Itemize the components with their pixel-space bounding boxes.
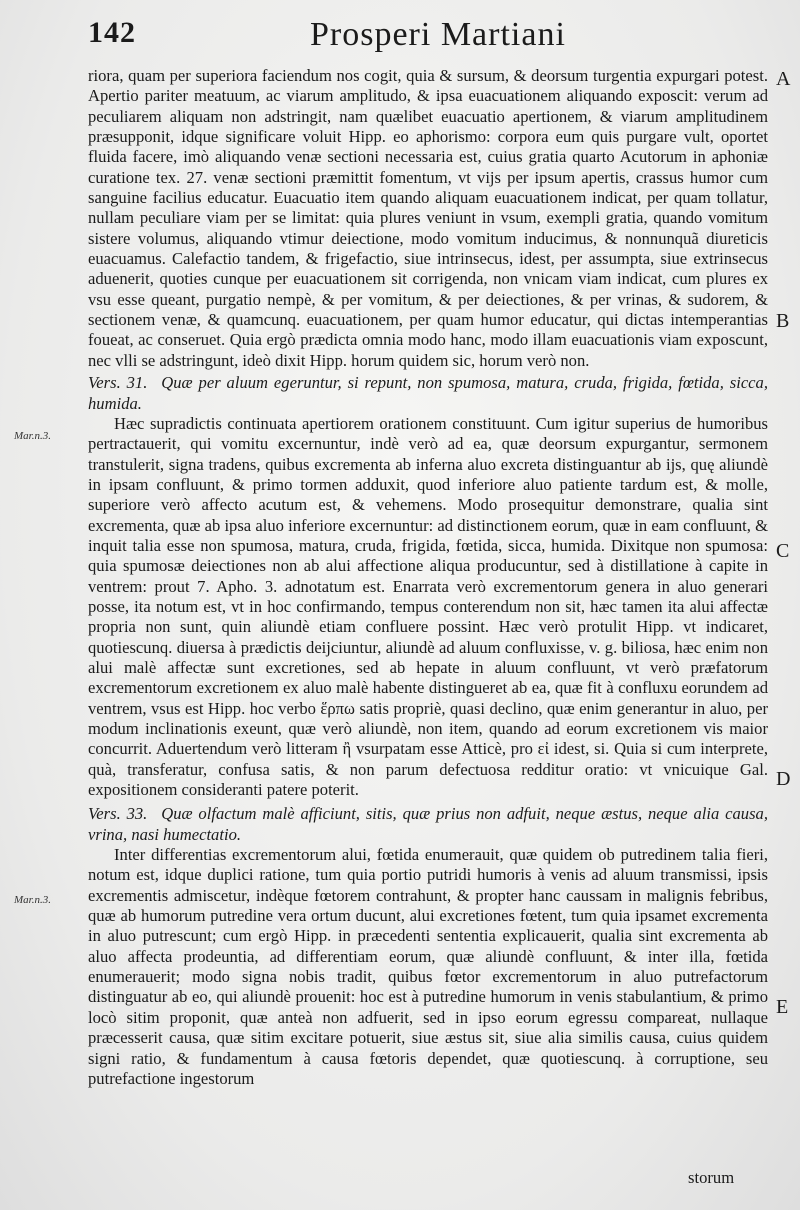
margin-letter-b: B — [776, 310, 790, 332]
margin-letter-c: C — [776, 540, 790, 562]
page-number: 142 — [88, 16, 136, 49]
verse-33 — [88, 804, 768, 845]
verse-31 — [88, 373, 768, 414]
verse-33-text: Quæ olfactum malè afficiunt, sitis, quæ prius non adfuit, neque æstus, neque alia causa, vrina, nasi humectatio. — [88, 804, 769, 844]
margin-note-left-2: Mar.n.3. — [14, 894, 51, 906]
margin-note-left-1: Mar.n.3. — [14, 430, 51, 442]
commentary-31: Hæc supradictis continuata apertiorem orationem constituunt. Cum igitur superius de humoribus pertractauerit, qui vomitu excernuntur, indè verò ad ea, quæ deorsum expurgantur, sermonem transtulerit, signa tradens, quibus excrementa ab inferna aluo excreta distinguantur ab ijs, quę aliundè in ipsam confluunt, & primo tormen adduxit, quod inferiore aluo patiente tardum est, & molle, superiore verò affecto acutum est, & vehemens. Modo prosequitur demonstrare, qualia sint excrementa, quæ ab ipsa aluo inferiore excernuntur: ad distinctionem eorum, quæ in eam confluunt, & inquit talia esse non spumosa, matura, cruda, frigida, fœtida, sicca, humida. Dixitque non spumosa: quia spumosæ deiectiones non ab alui affectione aliqua producuntur, sed à distillatione à capite in ventrem: prout 7. Apho. 3. adnotatum est. Enarrata verò excrementorum genera in aluo generari posse, ita notum est, vt in hoc confirmando, tempus conterendum non sit, hæc tamen ita alui affectæ propria non sunt, quin aliundè etiam confluere possint. Hæc verò protulit Hipp. vt indicaret, quotiescunq. diuersa à prædictis deijciuntur, aliundè ad aluum confluxisse, v. g. biliosa, hæc enim non alui malè affectæ sunt excretiones, sed ab hepate in aluum confluunt, vt verò præfatorum excrementorum excretionem ex aluo malè habente distingueret ab ea, quæ fit à confluxu eorundem ad ventrem, vsus est Hipp. hoc verbo ἕρπω satis propriè, quasi declino, quæ enim generantur in aluo, per modum inclinationis exeunt, quæ verò aliundè, non item, quando ad eorum excretionem vis maior concurrit. Aduertendum verò litteram ἢ vsurpatam esse Atticè, pro εἰ idest, si. Quia si cum interprete, quà, transferatur, confusa satis, & non parum defectuosa redditur oratio: vt vnicuique Gal. expositionem consideranti patere poterit. — [88, 413, 768, 800]
main-text — [88, 66, 768, 1089]
page-header — [88, 16, 758, 62]
verse-33-label: Vers. 33. — [88, 804, 148, 824]
running-head: Prosperi Martiani — [310, 16, 566, 53]
margin-letter-a: A — [776, 68, 791, 90]
verse-31-label: Vers. 31. — [88, 373, 148, 393]
margin-letter-e: E — [776, 996, 789, 1018]
catchword: storum — [688, 1168, 735, 1187]
commentary-33: Inter differentias excrementorum alui, fœtida enumerauit, quæ quidem ob putredinem talia fieri, notum est, idque duplici ratione, tum quia portio putridi humoris à venis ad aluum transmissi, ipsis excrementis admiscetur, indèque fœtorem contrahunt, & propter hanc caussam in malignis febribus, quæ ab humorum putredine vera ortum ducunt, alui excretiones fœtent, tum quia ipsamet excrementa in aluo putrescunt; cum ergò Hipp. in præcedenti sententia explicauerit, qualia sint excrementa ab aluo affecta prodeuntia, ad differentiam eorum, quæ aliundè confluunt, & inter illa, fœtida enumerauerit; modo signa nobis tradit, quibus fœtor excrementorum in aluo putrefactorum distinguatur ab eo, qui aliundè prouenit: hoc est à putredine humorum in venis stabulantium, & primo locò sitim proponit, quæ anteà non adfuerit, sed in ipso eorum egressu compareat, nullaque præcesserit causa, quæ sitim excitare potuerit, siue æstus sit, siue alia similis causa, cuius quidem signi ratio, & fundamentum à causa fœtoris dependet, quæ quotiescunq. à corruptione, seu putrefactione ingestorum — [88, 845, 768, 1088]
verse-31-text: Quæ per aluum egeruntur, si repunt, non spumosa, matura, cruda, frigida, fœtida, sicca, humida. — [88, 373, 768, 413]
paragraph-continuation: riora, quam per superiora faciendum nos cogit, quia & sursum, & deorsum turgentia expurgari potest. Apertio pariter meatuum, ac viarum amplitudo, & ipsa euacuationem aliquando exposcit: verum ad peculiarem aliquam non adstringit, nam quælibet euacuatio apertionem, & viarum amplitudinem præsupponit, idque significare voluit Hipp. eo aphorismo: corpora eum quis purgare vult, oportet fluida facere, imò aliquando venæ sectioni necessaria est, cuius gratia quarto Acutorum in aphoniæ curatione tex. 27. venæ sectioni præmittit fomentum, vt vijs per ipsum apertis, crassus humor cum sanguine facilius educatur. Euacuatio item quando aliquam euacuationem indicat, per quam tollatur, nullam peculiare viam per se limitat: quia plures veniunt in vsum, exempli gratia, quando vomitum sistere volumus, aliquando vtimur deiectione, modo vomitum inducimus, & nonnunquã diureticis euacuamus. Calefactio tandem, & frigefactio, siue intrinsecus, idest, per assumpta, siue extrinsecus aduenerit, quoties cunque per euacuationem sit corrigenda, non vnicam viam indicat, cum plures ex vsu esse queant, purgatio nempè, & per vomitum, & per deiectiones, & per vrinas, & sudorem, & sectionem venæ, & quamcunq. euacuationem, per quam humor educatur, qui dictas intemperantias foueat, ac conseruet. Quia ergò prædicta omnia modo hanc, modo illam euacuationis viam exposcunt, nec vlli se adstringunt, ideò dixit Hipp. horum quidem sic, horum verò non. — [88, 66, 768, 370]
margin-letter-d: D — [776, 768, 791, 790]
